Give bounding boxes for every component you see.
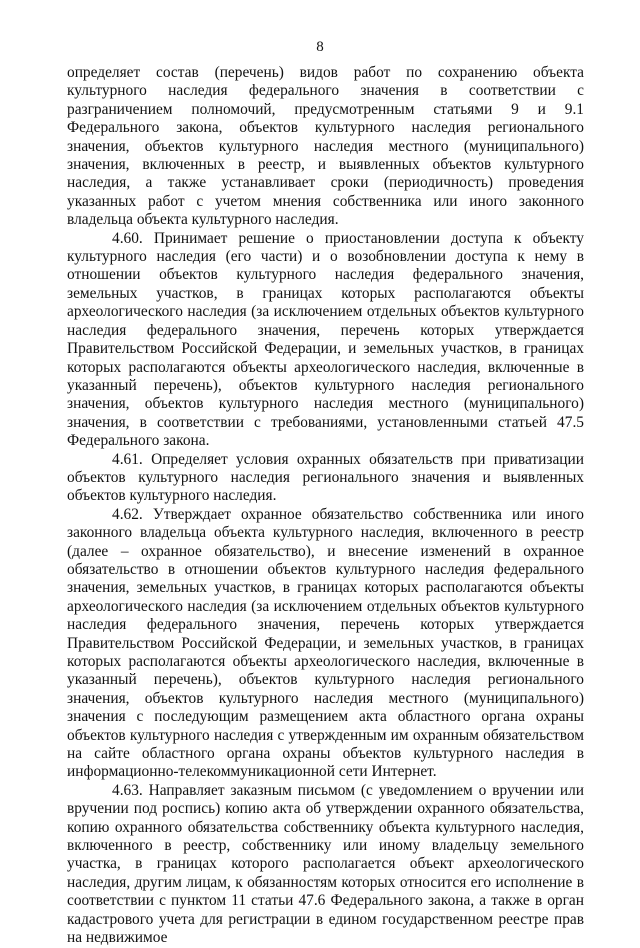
paragraph-continuation: определяет состав (перечень) видов работ по сохранению объекта культурного наследия федерального значения в соответствии с разграничением полномочий, предусмотренным статьями 9 и 9.1 Федерального закона, объектов культурного наследия регионального значения, объектов культурного наследия местного (муниципального) значения, включенных в реестр, и выявленных объектов культурного наследия, а также устанавливает сроки (периодичность) проведения указанных работ с учетом мнения собственника или иного законного владельца объекта культурного наследия.	[67, 64, 584, 229]
page-number: 8	[316, 39, 324, 55]
paragraph-4-61: 4.61. Определяет условия охранных обязательств при приватизации объектов культурного наследия регионального значения и выявленных объектов культурного наследия.	[67, 450, 584, 505]
document-body	[67, 64, 584, 948]
paragraph-4-63: 4.63. Направляет заказным письмом (с уведомлением о вручении или вручении под роспись) копию акта об утверждении охранного обязательства, копию охранного обязательства собственнику объекта культурного наследия, включенного в реестр, собственнику или иному владельцу земельного участка, в границах которого располагается объект археологического наследия, другим лицам, к обязанностям которых относится его исполнение в соответствии с пунктом 11 статьи 47.6 Федерального закона, а также в орган кадастрового учета для регистрации в едином государственном реестре прав на недвижимое	[67, 781, 584, 947]
paragraph-4-60: 4.60. Принимает решение о приостановлении доступа к объекту культурного наследия (его части) и о возобновлении доступа к нему в отношении объектов культурного наследия федерального значения, земельных участков, в границах которых располагаются объекты археологического наследия (за исключением отдельных объектов культурного наследия федерального значения, перечень которых утверждается Правительством Российской Федерации, и земельных участков, в границах которых располагаются объекты археологического наследия, включенные в указанный перечень), объектов культурного наследия регионального значения, объектов культурного наследия местного (муниципального) значения, в соответствии с требованиями, установленными статьей 47.5 Федерального закона.	[67, 229, 584, 450]
paragraph-4-62: 4.62. Утверждает охранное обязательство собственника или иного законного владельца объекта культурного наследия, включенного в реестр (далее – охранное обязательство), и внесение изменений в охранное обязательство в отношении объектов культурного наследия федерального значения, земельных участков, в границах которых располагаются объекты археологического наследия (за исключением отдельных объектов культурного наследия федерального значения, перечень которых утверждается Правительством Российской Федерации, и земельных участков, в границах которых располагаются объекты археологического наследия, включенные в указанный перечень), объектов культурного наследия регионального значения, объектов культурного наследия местного (муниципального) значения с последующим размещением акта областного органа охраны объектов культурного наследия с утвержденным им охранным обязательством на сайте областного органа охраны объектов культурного наследия в информационно-телекоммуникационной сети Интернет.	[67, 505, 584, 781]
